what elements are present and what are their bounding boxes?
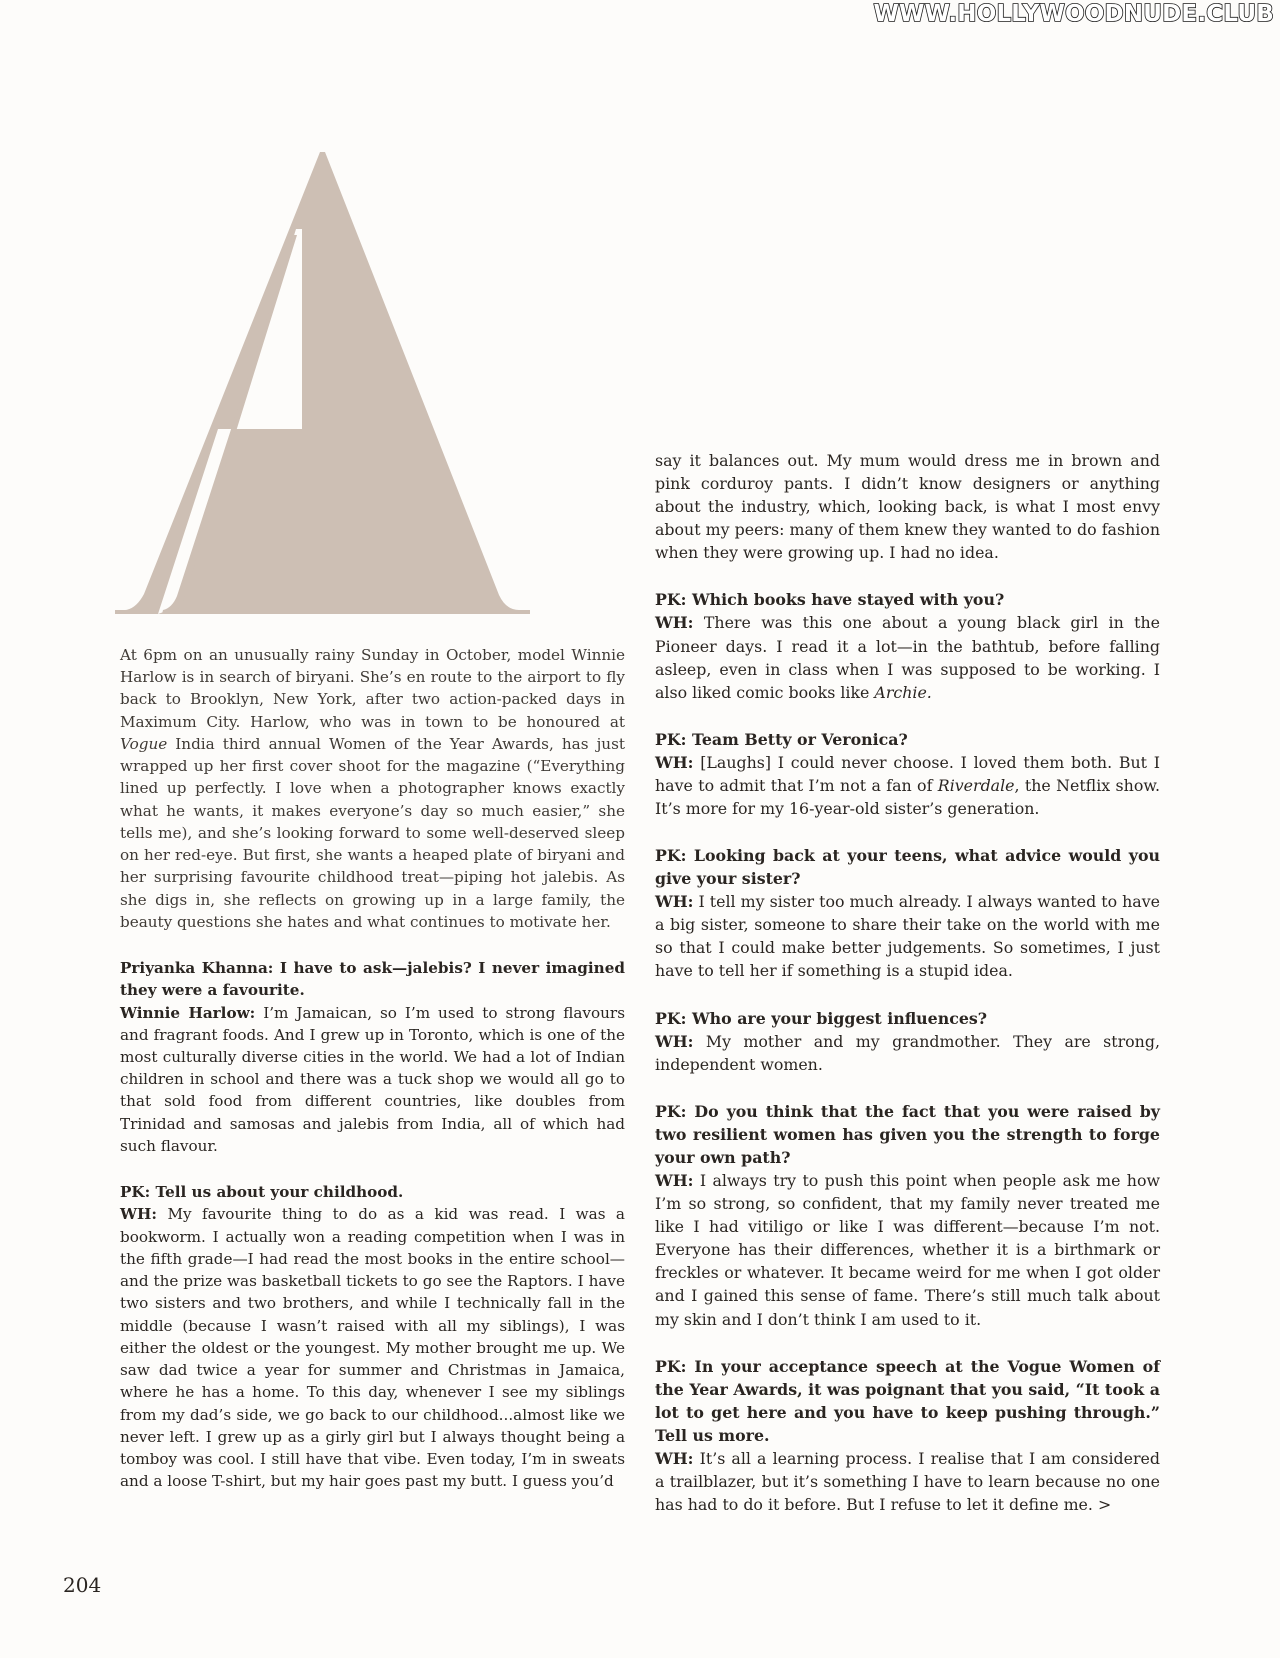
answer-sister-advice: WH: I tell my sister too much already. I always wanted to have a big sister, someone to share their take on the world with me so that I could make better judgements. So sometimes, I just have to tell her if something is a stupid idea. (655, 892, 1160, 981)
answer-betty-veronica: WH: [Laughs] I could never choose. I loved them both. But I have to admit that I’m not a fan of Riverdale, the Netflix show. It’s more for my 16-year-old sister’s generation. (655, 752, 1160, 819)
speaker-label: Winnie Harlow: (120, 1003, 256, 1022)
question-jalebis: Priyanka Khanna: I have to ask—jalebis? I never imagined they were a favourite. (120, 959, 625, 1000)
right-column (655, 449, 1160, 1516)
drop-cap-letter (114, 152, 557, 622)
answer-jalebis: Winnie Harlow: I’m Jamaican, so I’m used to strong flavours and fragrant foods. And I grew up in Toronto, which is one of the most culturally diverse cities in the world. We had a lot of Indian children in school and there was a tuck shop we would all go to that sold food from different countries, like doubles from Trinidad and samosas and jalebis from India, all of which had such flavour. (120, 1003, 625, 1155)
question-acceptance-speech: PK: In your acceptance speech at the Vogue Women of the Year Awards, it was poignant that you said, “It took a lot to get here and you have to keep pushing through.” Tell us more. (655, 1356, 1160, 1445)
speaker-label: WH: (655, 1448, 694, 1468)
answer-resilient-women: WH: I always try to push this point when people ask me how I’m so strong, so confident, that my family never treated me like I had vitiligo or like I was different—because I’m not. Everyone has their differences, whether it is a birthmark or freckles or whatever. It became weird for me when I got older and I gained this sense of fame. There’s still much talk about my skin and I don’t think I am used to it. (655, 1171, 1160, 1329)
question-betty-veronica: PK: Team Betty or Veronica? (655, 729, 908, 749)
watermark: WWW.HOLLYWOODNUDE.CLUB (873, 1, 1274, 27)
speaker-label: WH: (655, 613, 694, 633)
answer-childhood-continued: say it balances out. My mum would dress me in brown and pink corduroy pants. I didn’t know designers or anything about the industry, which, looking back, is what I most envy about my peers: many of them knew they wanted to do fashion when they were growing up. I had no idea. (655, 451, 1160, 563)
question-influences: PK: Who are your biggest influences? (655, 1008, 988, 1028)
left-column (120, 644, 625, 1492)
question-childhood: PK: Tell us about your childhood. (120, 1183, 404, 1202)
question-books: PK: Which books have stayed with you? (655, 590, 1005, 610)
speaker-label: WH: (655, 1171, 694, 1191)
page-number: 204 (63, 1573, 102, 1597)
speaker-label: WH: (120, 1205, 158, 1224)
speaker-label: WH: (655, 752, 694, 772)
answer-childhood: WH: My favourite thing to do as a kid was read. I was a bookworm. I actually won a reading competition when I was in the fifth grade—I had read the most books in the entire school—and the prize was basketball tickets to go see the Raptors. I have two sisters and two brothers, and while I technically fall in the middle (because I wasn’t raised with all my siblings), I was either the oldest or the youngest. My mother brought me up. We saw dad twice a year for summer and Christmas in Jamaica, where he has a home. To this day, whenever I see my siblings from my dad’s side, we go back to our childhood...almost like we never left. I grew up as a girly girl but I always thought being a tomboy was cool. I still have that vibe. Even today, I’m in sweats and a loose T-shirt, but my hair goes past my butt. I guess you’d (120, 1205, 625, 1491)
drop-cap-shape (115, 152, 530, 614)
riverdale-title: Riverdale (937, 775, 1015, 795)
answer-influences: WH: My mother and my grandmother. They are strong, independent women. (655, 1031, 1160, 1074)
vogue-title: Vogue (120, 734, 168, 753)
speaker-label: WH: (655, 1031, 694, 1051)
intro-paragraph: At 6pm on an unusually rainy Sunday in October, model Winnie Harlow is in search of biryani. She’s en route to the airport to fly back to Brooklyn, New York, after two action-packed days in Maximum City. Harlow, who was in town to be honoured at Vogue India third annual Women of the Year Awards, has just wrapped up her first cover shoot for the magazine (“Everything lined up perfectly. I love when a photographer knows exactly what he wants, it makes everyone’s day so much easier,” she tells me), and she’s looking forward to some well-deserved sleep on her red-eye. But first, she wants a heaped plate of biryani and her surprising favourite childhood treat—piping hot jalebis. As she digs in, she reflects on growing up in a large family, the beauty questions she hates and what continues to motivate her. (120, 646, 625, 931)
answer-acceptance-speech: WH: It’s all a learning process. I realise that I am considered a trailblazer, but it’s something I have to learn because no one has had to do it before. But I refuse to let it define me. > (655, 1448, 1160, 1515)
question-resilient-women: PK: Do you think that the fact that you were raised by two resilient women has given you the strength to forge your own path? (655, 1101, 1160, 1167)
speaker-label: WH: (655, 892, 694, 912)
answer-books: WH: There was this one about a young black girl in the Pioneer days. I read it a lot—in the bathtub, before falling asleep, even in class when I was supposed to be working. I also liked comic books like Archie. (655, 613, 1160, 702)
question-sister-advice: PK: Looking back at your teens, what advice would you give your sister? (655, 846, 1160, 889)
archie-title: Archie. (874, 682, 932, 702)
